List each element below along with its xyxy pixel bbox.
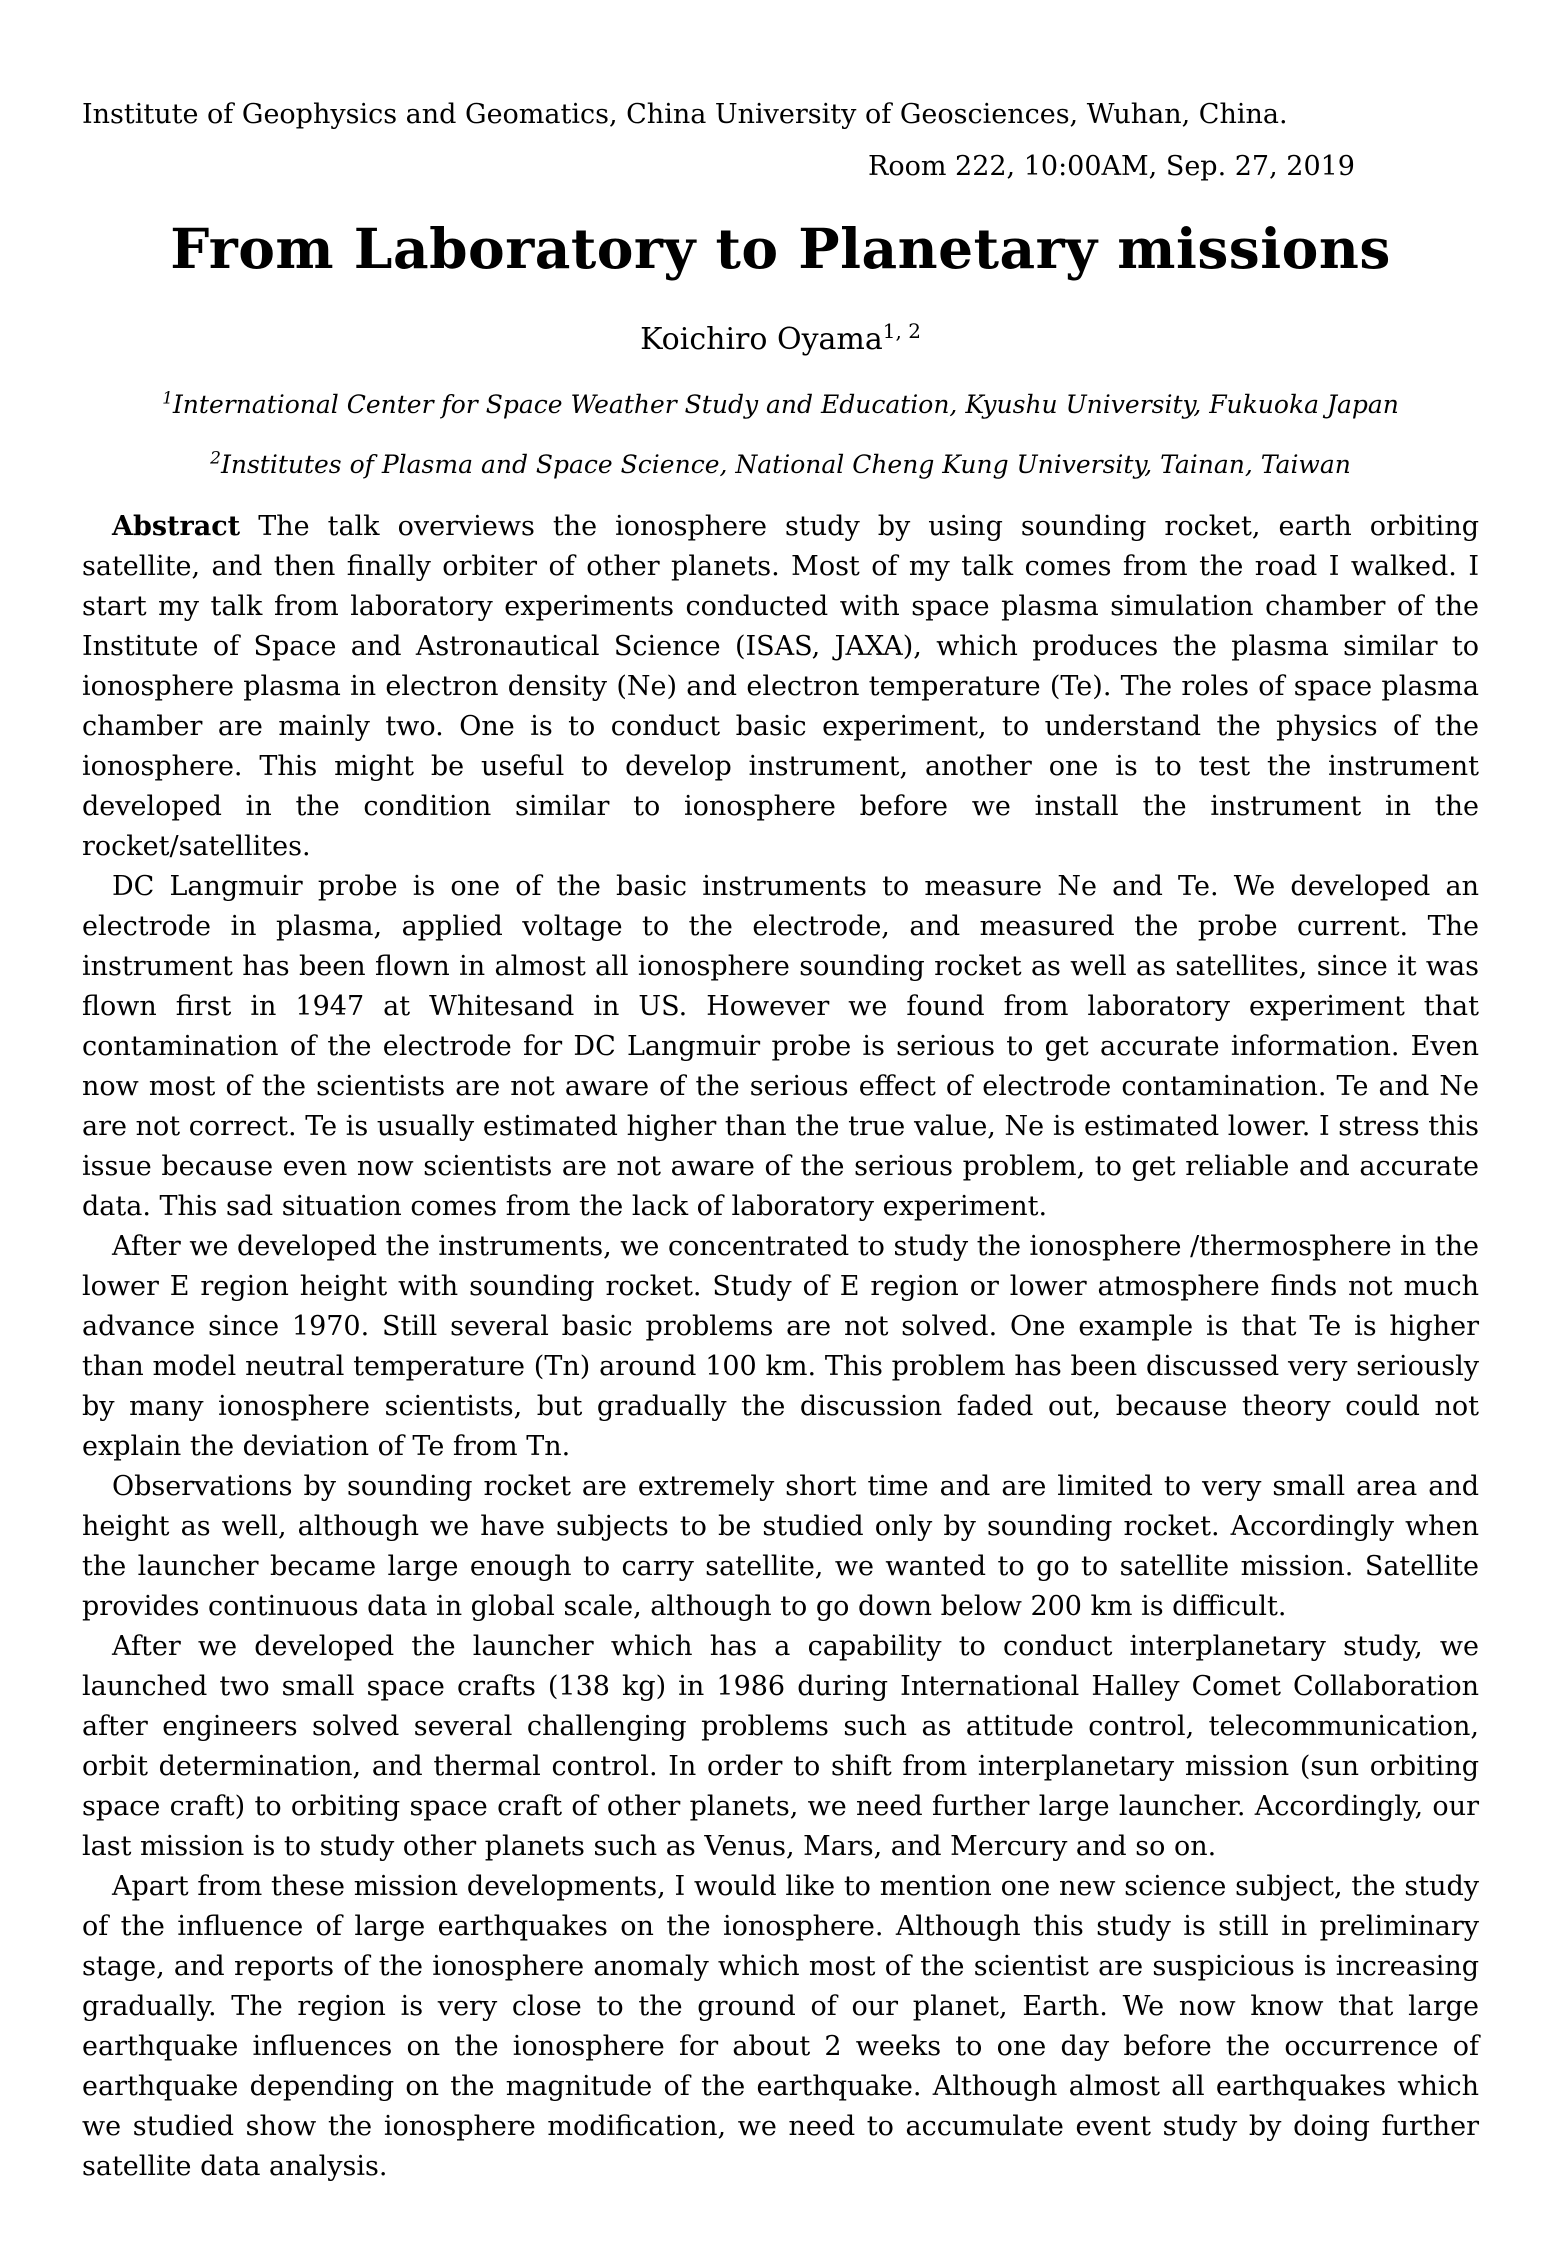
event-room-datetime: Room 222, 10:00AM, Sep. 27, 2019 — [867, 151, 1355, 182]
author-name: Koichiro Oyama — [640, 321, 883, 357]
author-line — [82, 318, 1479, 359]
affiliation-2 — [82, 449, 1479, 481]
abstract-paragraph — [82, 507, 1479, 867]
author-affiliation-superscript: 1, 2 — [882, 318, 921, 343]
abstract-label: Abstract — [112, 510, 241, 542]
abstract-body — [82, 507, 1479, 2187]
affiliation-1 — [82, 389, 1479, 421]
affiliation-2-superscript: 2 — [210, 448, 221, 469]
affiliation-2-text: Institutes of Plasma and Space Science, National Cheng Kung University, Tainan, Taiwan — [220, 449, 1351, 479]
paragraph-earthquake-ionosphere: Apart from these mission developments, I would like to mention one new science subject, the study of the influence of large earthquakes on the ionosphere. Although this study is still in preliminary stage, and reports of the ionosphere anomaly which most of the scientist are suspicious is increasing gradually. The region is very close to the ground of our planet, Earth. We now know that large earthquake influences on the ionosphere for about 2 weeks to one day before the occurrence of earthquake depending on the magnitude of the earthquake. Although almost all earthquakes which we studied show the ionosphere modification, we need to accumulate event study by doing further satellite data analysis. — [82, 1870, 1479, 2182]
institution-header: Institute of Geophysics and Geomatics, China University of Geosciences, Wuhan, China. — [82, 99, 1288, 130]
paragraph-interplanetary-missions: After we developed the launcher which has a capability to conduct interplanetary study, we launched two small space crafts (138 kg) in 1986 during International Halley Comet Collaboration after engineers solved several challenging problems such as attitude control, telecommunication, orbit determination, and thermal control. In order to shift from interplanetary mission (sun orbiting space craft) to orbiting space craft of other planets, we need further large launcher. Accordingly, our last mission is to study other planets such as Venus, Mars, and Mercury and so on. — [82, 1630, 1479, 1862]
affiliation-1-superscript: 1 — [162, 388, 173, 409]
paragraph-e-region-study: After we developed the instruments, we concentrated to study the ionosphere /thermosphere in the lower E region height with sounding rocket. Study of E region or lower atmosphere finds not much advance since 1970. Still several basic problems are not solved. One example is that Te is higher than model neutral temperature (Tn) around 100 km. This problem has been discussed very seriously by many ionosphere scientists, but gradually the discussion faded out, because theory could not explain the deviation of Te from Tn. — [82, 1230, 1479, 1462]
paragraph-langmuir-probe: DC Langmuir probe is one of the basic instruments to measure Ne and Te. We developed an electrode in plasma, applied voltage to the electrode, and measured the probe current. The instrument has been flown in almost all ionosphere sounding rocket as well as satellites, since it was flown first in 1947 at Whitesand in US. However we found from laboratory experiment that contamination of the electrode for DC Langmuir probe is serious to get accurate information. Even now most of the scientists are not aware of the serious effect of electrode contamination. Te and Ne are not correct. Te is usually estimated higher than the true value, Ne is estimated lower. I stress this issue because even now scientists are not aware of the serious problem, to get reliable and accurate data. This sad situation comes from the lack of laboratory experiment. — [82, 870, 1479, 1222]
abstract-paragraph-text: The talk overviews the ionosphere study by using sounding rocket, earth orbiting satellite, and then finally orbiter of other planets. Most of my talk comes from the road I walked. I start my talk from laboratory experiments conducted with space plasma simulation chamber of the Institute of Space and Astronautical Science (ISAS, JAXA), which produces the plasma similar to ionosphere plasma in electron density (Ne) and electron temperature (Te). The roles of space plasma chamber are mainly two. One is to conduct basic experiment, to understand the physics of the ionosphere. This might be useful to develop instrument, another one is to test the instrument developed in the condition similar to ionosphere before we install the instrument in the rocket/satellites. — [82, 510, 1479, 862]
page-title: From Laboratory to Planetary missions — [170, 216, 1391, 281]
paragraph-sounding-rocket-limits: Observations by sounding rocket are extremely short time and are limited to very small area and height as well, although we have subjects to be studied only by sounding rocket. Accordingly when the launcher became large enough to carry satellite, we wanted to go to satellite mission. Satellite provides continuous data in global scale, although to go down below 200 km is difficult. — [82, 1470, 1479, 1622]
affiliation-1-text: International Center for Space Weather Study and Education, Kyushu University, Fukuoka Japan — [172, 389, 1399, 419]
